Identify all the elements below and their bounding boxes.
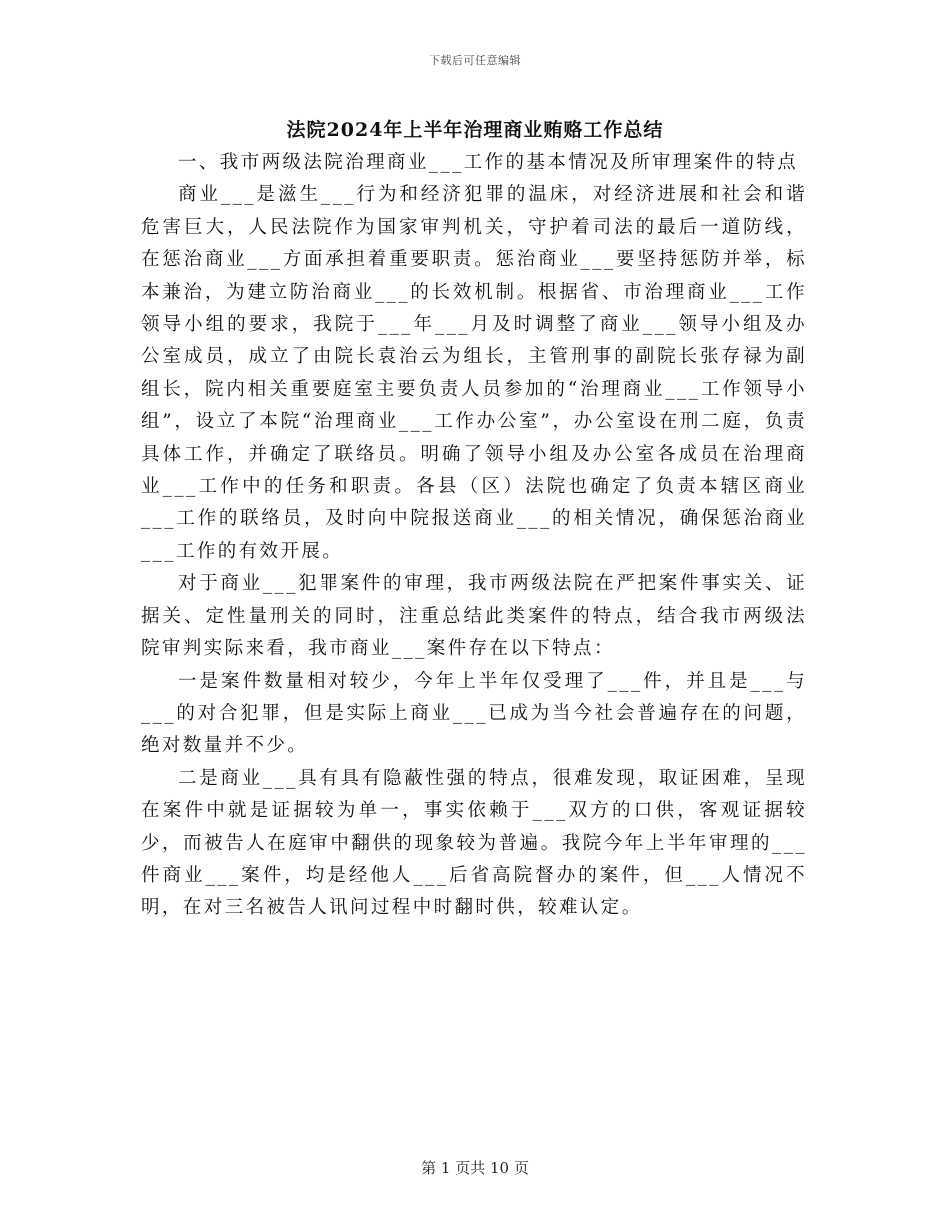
paragraph: 一是案件数量相对较少，今年上半年仅受理了___件，并且是___与___的对合犯罪，但是实际上商业___已成为当今社会普遍存在的问题，绝对数量并不少。 (141, 670, 807, 757)
paragraph: 商业___是滋生___行为和经济犯罪的温床，对经济进展和社会和谐危害巨大，人民法院作为国家审判机关，守护着司法的最后一道防线，在惩治商业___方面承担着重要职责。惩治商业___要坚持惩防并举，标本兼治，为建立防治商业___的长效机制。根据省、市治理商业___工作领导小组的要求，我院于___年___月及时调整了商业___领导小组及办公室成员，成立了由院长袁治云为组长，主管刑事的副院长张存禄为副组长，院内相关重要庭室主要负责人员参加的“治理商业___工作领导小组”，设立了本院“治理商业___工作办公室”，办公室设在刑二庭，负责具体工作，并确定了联络员。明确了领导小组及办公室各成员在治理商业___工作中的任务和职责。各县（区）法院也确定了负责本辖区商业___工作的联络员，及时向中院报送商业___的相关情况，确保惩治商业___工作的有效开展。 (141, 184, 807, 562)
paragraph: 对于商业___犯罪案件的审理，我市两级法院在严把案件事实关、证据关、定性量刑关的同时，注重总结此类案件的特点，结合我市两级法院审判实际来看，我市商业___案件存在以下特点： (141, 573, 807, 660)
document-body (141, 147, 807, 925)
page-footer: 第 1 页共 10 页 (421, 1159, 529, 1177)
paragraph: 二是商业___具有具有隐蔽性强的特点，很难发现，取证困难，呈现在案件中就是证据较为单一，事实依赖于___双方的口供，客观证据较少，而被告人在庭审中翻供的现象较为普遍。我院今年上半年审理的___件商业___案件，均是经他人___后省高院督办的案件，但___人情况不明，在对三名被告人讯问过程中时翻时供，较难认定。 (141, 767, 807, 919)
page-header: 下载后可任意编辑 (429, 54, 521, 67)
section-heading: 一、我市两级法院治理商业___工作的基本情况及所审理案件的特点 (178, 152, 799, 173)
document-title: 法院2024年上半年治理商业贿赂工作总结 (286, 119, 664, 141)
